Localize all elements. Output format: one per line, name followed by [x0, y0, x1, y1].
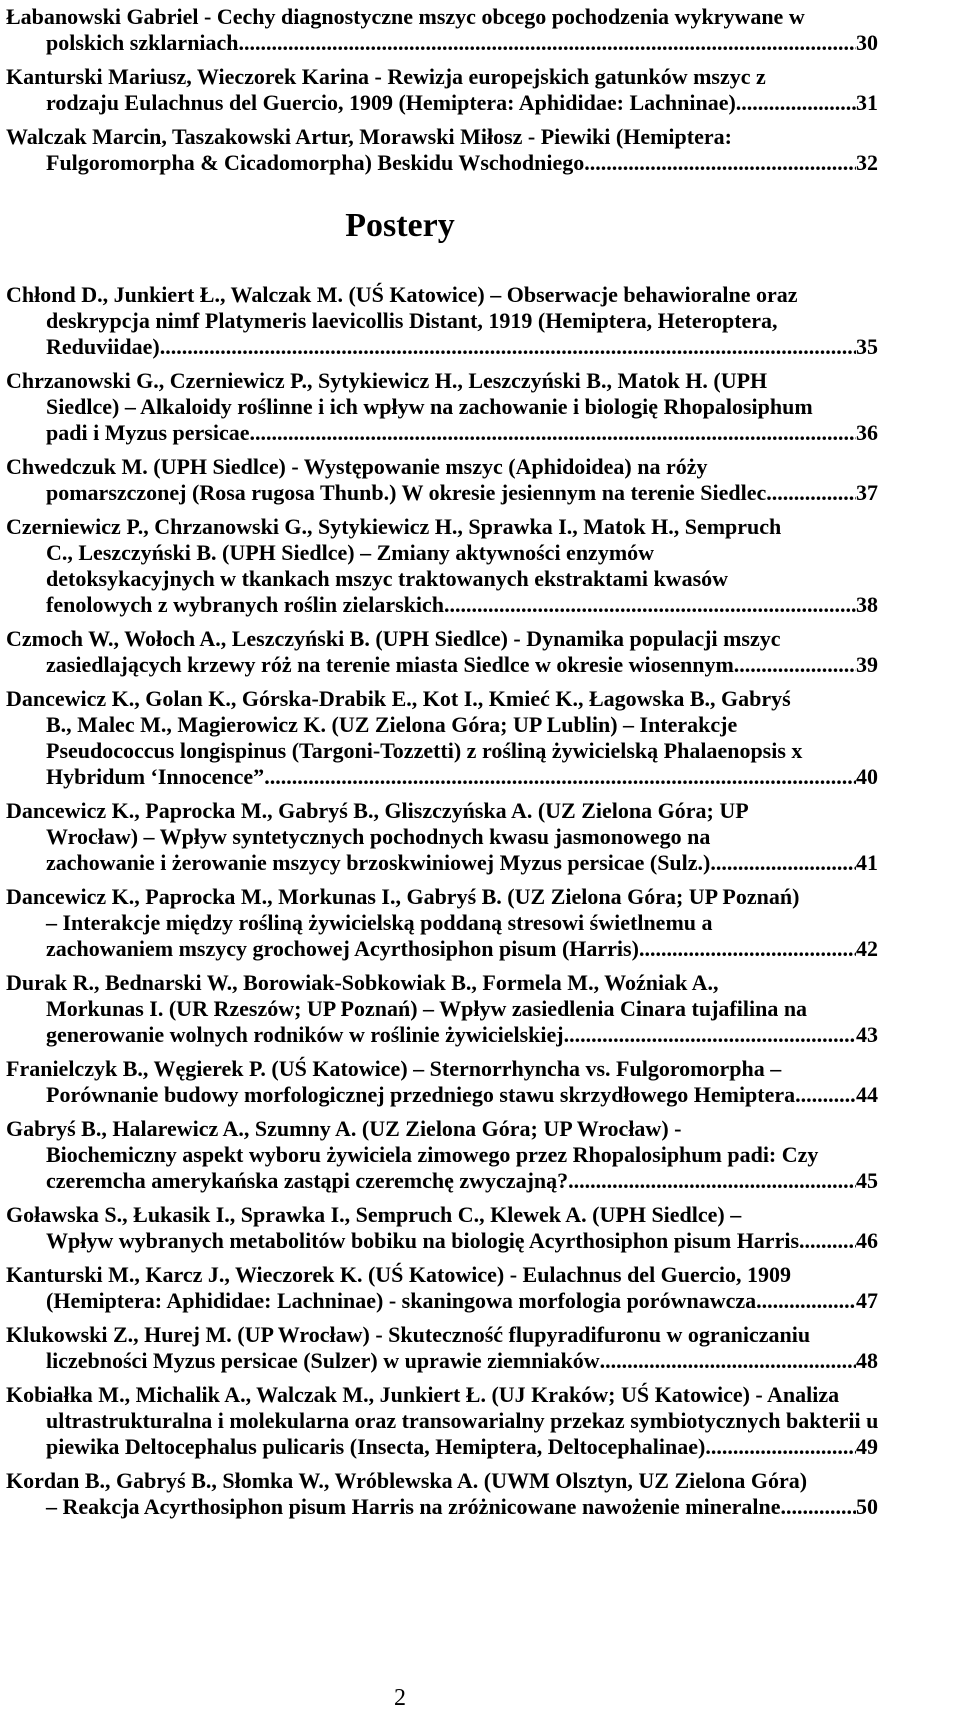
entry-line: Klukowski Z., Hurej M. (UP Wrocław) - Skuteczność flupyradifuronu w ograniczaniu — [6, 1322, 811, 1347]
entry-page-number: 46 — [856, 1228, 878, 1253]
toc-entry — [6, 1262, 878, 1314]
toc-entry — [6, 1322, 878, 1374]
entry-line: Dancewicz K., Paprocka M., Morkunas I., Gabryś B. (UZ Zielona Góra; UP Poznań) — [6, 884, 800, 909]
dot-leader — [444, 592, 856, 618]
entry-last-line — [6, 1022, 878, 1048]
entry-line: B., Malec M., Magierowicz K. (UZ Zielona Góra; UP Lublin) – Interakcje — [46, 712, 738, 737]
toc-entry — [6, 454, 878, 506]
page-number: 2 — [394, 1685, 406, 1711]
dot-leader — [734, 652, 856, 678]
entry-last-line — [6, 764, 878, 790]
entry-title-end: czeremcha amerykańska zastąpi czeremchę zwyczajną? — [46, 1168, 569, 1193]
entry-line: Kanturski M., Karcz J., Wieczorek K. (UŚ Katowice) - Eulachnus del Guercio, 1909 — [6, 1262, 792, 1287]
entry-line: Goławska S., Łukasik I., Sprawka I., Sempruch C., Klewek A. (UPH Siedlce) – — [6, 1202, 742, 1227]
toc-entry — [6, 1202, 878, 1254]
dot-leader — [736, 90, 856, 116]
entry-line: Dancewicz K., Paprocka M., Gabryś B., Gliszczyńska A. (UZ Zielona Góra; UP — [6, 798, 749, 823]
entry-last-line — [6, 334, 878, 360]
entry-line: Dancewicz K., Golan K., Górska-Drabik E., Kot I., Kmieć K., Łagowska B., Gabryś — [6, 686, 791, 711]
toc-entry — [6, 884, 878, 962]
entry-title-end: piewika Deltocephalus pulicaris (Insecta, Hemiptera, Deltocephalinae) — [46, 1434, 706, 1459]
entry-last-line — [6, 1082, 878, 1108]
dot-leader — [239, 30, 856, 56]
entry-line: Durak R., Bednarski W., Borowiak-Sobkowiak B., Formela M., Woźniak A., — [6, 970, 719, 995]
entry-line: Czerniewicz P., Chrzanowski G., Sytykiewicz H., Sprawka I., Matok H., Sempruch — [6, 514, 782, 539]
entry-page-number: 42 — [856, 936, 878, 961]
section-title: Postery — [345, 207, 455, 244]
entry-page-number: 44 — [856, 1082, 878, 1107]
entry-last-line — [6, 936, 878, 962]
toc-entry — [6, 282, 878, 360]
toc-entry — [6, 124, 878, 176]
entry-title-end: liczebności Myzus persicae (Sulzer) w uprawie ziemniaków — [46, 1348, 600, 1373]
toc-entry — [6, 970, 878, 1048]
entry-title-end: Hybridum ‘Innocence” — [46, 764, 265, 789]
entry-last-line — [6, 1228, 878, 1254]
entry-last-line — [6, 1168, 878, 1194]
entry-title-end: rodzaju Eulachnus del Guercio, 1909 (Hemiptera: Aphididae: Lachninae) — [46, 90, 736, 115]
entry-page-number: 37 — [856, 480, 878, 505]
entry-title-end: zachowaniem mszycy grochowej Acyrthosiphon pisum (Harris) — [46, 936, 639, 961]
entry-page-number: 31 — [856, 90, 878, 115]
section-heading — [0, 206, 800, 246]
entry-title-end: Porównanie budowy morfologicznej przedniego stawu skrzydłowego Hemiptera — [46, 1082, 796, 1107]
entry-line: Kordan B., Gabryś B., Słomka W., Wróblewska A. (UWM Olsztyn, UZ Zielona Góra) — [6, 1468, 808, 1493]
entry-line: Pseudococcus longispinus (Targoni-Tozzetti) z rośliną żywicielską Phalaenopsis x — [46, 738, 803, 763]
entry-last-line — [6, 1494, 878, 1520]
entry-line: – Interakcje między rośliną żywicielską poddaną stresowi świetlnemu a — [46, 910, 713, 935]
entry-page-number: 30 — [856, 30, 878, 55]
entry-title-end: Fulgoromorpha & Cicadomorpha) Beskidu Wschodniego — [46, 150, 585, 175]
entry-title-end: zasiedlających krzewy róż na terenie miasta Siedlce w okresie wiosennym — [46, 652, 734, 677]
entry-title-end: polskich szklarniach — [46, 30, 239, 55]
entry-page-number: 50 — [856, 1494, 878, 1519]
entry-last-line — [6, 90, 878, 116]
toc-entry — [6, 514, 878, 618]
dot-leader — [639, 936, 856, 962]
entry-page-number: 32 — [856, 150, 878, 175]
entry-last-line — [6, 1348, 878, 1374]
entry-line: C., Leszczyński B. (UPH Siedlce) – Zmiany aktywności enzymów — [46, 540, 655, 565]
entry-page-number: 41 — [856, 850, 878, 875]
entry-page-number: 49 — [856, 1434, 878, 1459]
dot-leader — [756, 1288, 856, 1314]
entry-line: detoksykacyjnych w tkankach mszyc traktowanych ekstraktami kwasów — [46, 566, 729, 591]
entry-last-line — [6, 1288, 878, 1314]
toc-entry — [6, 686, 878, 790]
entry-title-end: zachowanie i żerowanie mszycy brzoskwiniowej Myzus persicae (Sulz.) — [46, 850, 711, 875]
entry-title-end: pomarszczonej (Rosa rugosa Thunb.) W okresie jesiennym na terenie Siedlec — [46, 480, 767, 505]
dot-leader — [799, 1228, 856, 1254]
entry-title-end: padi i Myzus persicae — [46, 420, 250, 445]
dot-leader — [710, 850, 856, 876]
entry-page-number: 38 — [856, 592, 878, 617]
toc-entry — [6, 1382, 878, 1460]
entry-page-number: 36 — [856, 420, 878, 445]
entry-line: deskrypcja nimf Platymeris laevicollis Distant, 1919 (Hemiptera, Heteroptera, — [46, 308, 778, 333]
toc-entry — [6, 626, 878, 678]
entry-line: Franielczyk B., Węgierek P. (UŚ Katowice) – Sternorrhyncha vs. Fulgoromorpha – — [6, 1056, 782, 1081]
toc-entry — [6, 798, 878, 876]
entry-page-number: 43 — [856, 1022, 878, 1047]
dot-leader — [705, 1434, 856, 1460]
toc-entry — [6, 368, 878, 446]
entry-last-line — [6, 592, 878, 618]
entry-title-end: (Hemiptera: Aphididae: Lachninae) - skaningowa morfologia porównawcza — [46, 1288, 757, 1313]
entry-line: Morkunas I. (UR Rzeszów; UP Poznań) – Wpływ zasiedlenia Cinara tujafilina na — [46, 996, 808, 1021]
entry-line: Czmoch W., Wołoch A., Leszczyński B. (UPH Siedlce) - Dynamika populacji mszyc — [6, 626, 781, 651]
entry-line: ultrastrukturalna i molekularna oraz transowarialny przekaz symbiotycznych bakterii u — [46, 1408, 879, 1433]
dot-leader — [584, 150, 856, 176]
dot-leader — [264, 764, 856, 790]
entry-page-number: 39 — [856, 652, 878, 677]
entry-line: Kanturski Mariusz, Wieczorek Karina - Rewizja europejskich gatunków mszyc z — [6, 64, 766, 89]
dot-leader — [600, 1348, 856, 1374]
dot-leader — [568, 1168, 856, 1194]
entry-title-end: fenolowych z wybranych roślin zielarskich — [46, 592, 445, 617]
entry-last-line — [6, 150, 878, 176]
entry-line: Siedlce) – Alkaloidy roślinne i ich wpływ na zachowanie i biologię Rhopalosiphum — [46, 394, 813, 419]
entry-last-line — [6, 480, 878, 506]
entry-title-end: – Reakcja Acyrthosiphon pisum Harris na zróżnicowane nawożenie mineralne — [46, 1494, 781, 1519]
entry-last-line — [6, 420, 878, 446]
dot-leader — [160, 334, 856, 360]
entry-page-number: 45 — [856, 1168, 878, 1193]
dot-leader — [766, 480, 856, 506]
entry-last-line — [6, 850, 878, 876]
entry-list-posters — [6, 282, 878, 1528]
entry-last-line — [6, 30, 878, 56]
toc-entry — [6, 1056, 878, 1108]
entry-line: Kobiałka M., Michalik A., Walczak M., Junkiert Ł. (UJ Kraków; UŚ Katowice) - Analiza — [6, 1382, 840, 1407]
entry-page-number: 35 — [856, 334, 878, 359]
entry-line: Gabryś B., Halarewicz A., Szumny A. (UZ Zielona Góra; UP Wrocław) - — [6, 1116, 682, 1141]
toc-entry — [6, 64, 878, 116]
dot-leader — [795, 1082, 856, 1108]
entry-last-line — [6, 1434, 878, 1460]
toc-entry — [6, 1116, 878, 1194]
toc-entry — [6, 1468, 878, 1520]
entry-line: Walczak Marcin, Taszakowski Artur, Morawski Miłosz - Piewiki (Hemiptera: — [6, 124, 732, 149]
entry-page-number: 47 — [856, 1288, 878, 1313]
dot-leader — [781, 1494, 856, 1520]
entry-title-end: Reduviidae) — [46, 334, 160, 359]
dot-leader — [250, 420, 857, 446]
entry-title-end: generowanie wolnych rodników w roślinie żywicielskiej — [46, 1022, 564, 1047]
entry-last-line — [6, 652, 878, 678]
toc-entry — [6, 4, 878, 56]
entry-line: Chłond D., Junkiert Ł., Walczak M. (UŚ Katowice) – Obserwacje behawioralne oraz — [6, 282, 798, 307]
entry-line: Biochemiczny aspekt wyboru żywiciela zimowego przez Rhopalosiphum padi: Czy — [46, 1142, 819, 1167]
entry-page-number: 48 — [856, 1348, 878, 1373]
entry-page-number: 40 — [856, 764, 878, 789]
entry-line: Chrzanowski G., Czerniewicz P., Sytykiewicz H., Leszczyński B., Matok H. (UPH — [6, 368, 768, 393]
entry-line: Chwedczuk M. (UPH Siedlce) - Występowanie mszyc (Aphidoidea) na róży — [6, 454, 708, 479]
entry-line: Wrocław) – Wpływ syntetycznych pochodnych kwasu jasmonowego na — [46, 824, 711, 849]
entry-title-end: Wpływ wybranych metabolitów bobiku na biologię Acyrthosiphon pisum Harris — [46, 1228, 800, 1253]
entry-line: Łabanowski Gabriel - Cechy diagnostyczne mszyc obcego pochodzenia wykrywane w — [6, 4, 805, 29]
entry-list-top — [6, 4, 878, 184]
dot-leader — [564, 1022, 856, 1048]
